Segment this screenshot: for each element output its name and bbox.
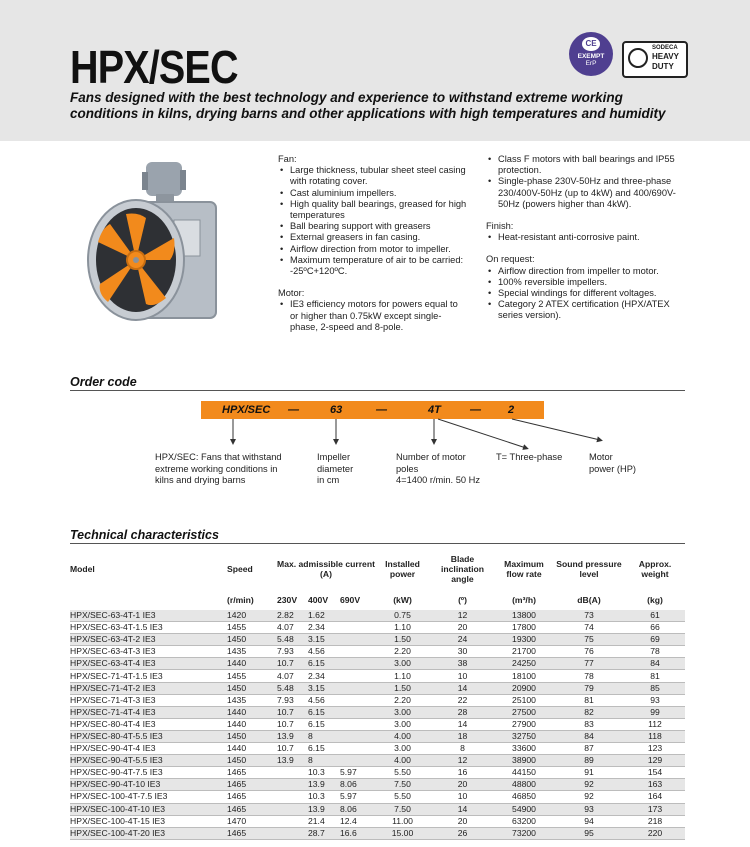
tech-heading: Technical characteristics <box>70 528 219 542</box>
cell-400v: 6.15 <box>308 658 340 670</box>
cell-400v: 10.3 <box>308 767 340 779</box>
cell-speed: 1465 <box>227 767 277 779</box>
cell-power: 2.20 <box>375 646 430 658</box>
cell-speed: 1420 <box>227 610 277 622</box>
list-item: • Airflow direction from impeller to motor. <box>486 266 686 277</box>
cell-230v: 7.93 <box>277 646 308 658</box>
cell-sound: 74 <box>553 622 625 634</box>
unit-power: (kW) <box>393 595 412 605</box>
cell-power: 0.75 <box>375 610 430 622</box>
badge-hd-line2: DUTY <box>652 62 674 71</box>
cell-speed: 1465 <box>227 827 277 839</box>
cell-flow: 27900 <box>495 718 553 730</box>
tech-table <box>70 548 685 840</box>
table-row <box>70 682 685 694</box>
list-item: • Category 2 ATEX certification (HPX/ATEX series version). <box>486 299 686 321</box>
unit-speed: (r/min) <box>227 595 254 605</box>
cell-blade: 12 <box>430 610 495 622</box>
cell-weight: 93 <box>625 694 685 706</box>
desc-line: kilns and drying barns <box>155 475 246 485</box>
cell-flow: 13800 <box>495 610 553 622</box>
list-item: • Large thickness, tubular sheet steel casing with rotating cover. <box>278 165 478 187</box>
cell-400v: 2.34 <box>308 622 340 634</box>
cell-sound: 73 <box>553 610 625 622</box>
list-item: • Special windings for different voltages. <box>486 288 686 299</box>
cell-230v: 10.7 <box>277 718 308 730</box>
cell-sound: 94 <box>553 815 625 827</box>
cell-power: 11.00 <box>375 815 430 827</box>
order-desc-series <box>155 452 282 487</box>
cell-speed: 1465 <box>227 791 277 803</box>
cell-speed: 1465 <box>227 779 277 791</box>
cell-speed: 1465 <box>227 803 277 815</box>
tech-table-body <box>70 610 685 839</box>
cell-400v: 4.56 <box>308 646 340 658</box>
cell-flow: 21700 <box>495 646 553 658</box>
list-item: • Maximum temperature of air to be carried: -25ºC+120ºC. <box>278 255 478 277</box>
cell-model: HPX/SEC-100-4T-15 IE3 <box>70 815 227 827</box>
cell-flow: 73200 <box>495 827 553 839</box>
cell-model: HPX/SEC-100-4T-20 IE3 <box>70 827 227 839</box>
cell-blade: 38 <box>430 658 495 670</box>
cell-speed: 1450 <box>227 634 277 646</box>
badge-brand: SODECA <box>652 45 678 51</box>
cell-690v: 12.4 <box>340 815 375 827</box>
cell-speed: 1440 <box>227 743 277 755</box>
cell-flow: 48800 <box>495 779 553 791</box>
cell-flow: 20900 <box>495 682 553 694</box>
cell-690v: 8.06 <box>340 803 375 815</box>
cell-weight: 61 <box>625 610 685 622</box>
desc-line: Motor <box>589 452 613 462</box>
cell-400v: 6.15 <box>308 706 340 718</box>
cell-flow: 46850 <box>495 791 553 803</box>
table-row <box>70 827 685 839</box>
table-row <box>70 646 685 658</box>
table-row <box>70 755 685 767</box>
page-title: HPX/SEC <box>70 41 238 93</box>
cell-power: 4.00 <box>375 730 430 742</box>
header-model: Model <box>70 564 95 574</box>
cell-230v <box>277 827 308 839</box>
cell-690v <box>340 755 375 767</box>
cell-speed: 1455 <box>227 622 277 634</box>
cell-blade: 16 <box>430 767 495 779</box>
cell-model: HPX/SEC-100-4T-7.5 IE3 <box>70 791 227 803</box>
cell-power: 5.50 <box>375 791 430 803</box>
cell-230v: 13.9 <box>277 755 308 767</box>
cell-weight: 218 <box>625 815 685 827</box>
cell-690v <box>340 670 375 682</box>
cell-sound: 77 <box>553 658 625 670</box>
cell-weight: 154 <box>625 767 685 779</box>
cell-blade: 14 <box>430 803 495 815</box>
cell-power: 3.00 <box>375 718 430 730</box>
cell-230v <box>277 779 308 791</box>
cell-690v <box>340 706 375 718</box>
cell-sound: 82 <box>553 706 625 718</box>
cell-400v: 4.56 <box>308 694 340 706</box>
order-seg-dash-3: — <box>470 404 481 416</box>
unit-sound: dB(A) <box>577 595 601 605</box>
cell-speed: 1450 <box>227 730 277 742</box>
table-row <box>70 730 685 742</box>
cell-690v <box>340 718 375 730</box>
list-item: • IE3 efficiency motors for powers equal to or higher than 0.75kW except single-phase, 2-speed and 8-pole. <box>278 299 460 333</box>
cell-690v <box>340 622 375 634</box>
list-item: • 100% reversible impellers. <box>486 277 686 288</box>
table-row <box>70 743 685 755</box>
cell-blade: 22 <box>430 694 495 706</box>
tech-rule <box>70 543 685 544</box>
cell-weight: 84 <box>625 658 685 670</box>
cell-model: HPX/SEC-80-4T-5.5 IE3 <box>70 730 227 742</box>
cell-blade: 20 <box>430 815 495 827</box>
unit-weight: (kg) <box>647 595 663 605</box>
desc-line: Number of motor <box>396 452 466 462</box>
table-row <box>70 610 685 622</box>
cell-400v: 21.4 <box>308 815 340 827</box>
order-desc-poles <box>396 452 480 487</box>
cell-model: HPX/SEC-90-4T-7.5 IE3 <box>70 767 227 779</box>
table-row <box>70 634 685 646</box>
badge-ce-line2: ErP <box>585 60 597 67</box>
order-seg-dash-1: — <box>288 404 299 416</box>
cell-model: HPX/SEC-71-4T-3 IE3 <box>70 694 227 706</box>
cell-flow: 32750 <box>495 730 553 742</box>
cell-690v <box>340 682 375 694</box>
cell-blade: 18 <box>430 730 495 742</box>
cell-sound: 93 <box>553 803 625 815</box>
order-desc-phase: T= Three-phase <box>496 452 563 462</box>
header-blade: Blade inclination angle <box>441 554 484 584</box>
cell-690v <box>340 610 375 622</box>
cell-power: 1.10 <box>375 670 430 682</box>
table-row <box>70 815 685 827</box>
cell-blade: 10 <box>430 670 495 682</box>
cell-sound: 76 <box>553 646 625 658</box>
cell-230v: 5.48 <box>277 682 308 694</box>
cell-weight: 164 <box>625 791 685 803</box>
cell-400v: 2.34 <box>308 670 340 682</box>
cell-690v <box>340 730 375 742</box>
cell-power: 2.20 <box>375 694 430 706</box>
cell-power: 1.50 <box>375 682 430 694</box>
cell-sound: 87 <box>553 743 625 755</box>
cell-flow: 25100 <box>495 694 553 706</box>
desc-line: extreme working conditions in <box>155 463 278 474</box>
order-seg-diameter: 63 <box>330 404 343 416</box>
cell-model: HPX/SEC-90-4T-4 IE3 <box>70 743 227 755</box>
cell-690v <box>340 694 375 706</box>
page-subtitle: Fans designed with the best technology and experience to withstand extreme working conditions in kilns, drying barns and other applications with high temperatures and humidity <box>70 90 666 121</box>
desc-line: in cm <box>317 475 340 485</box>
list-item: • Cast aluminium impellers. <box>278 188 478 199</box>
cell-weight: 129 <box>625 755 685 767</box>
cell-power: 3.00 <box>375 706 430 718</box>
cell-flow: 18100 <box>495 670 553 682</box>
cell-230v <box>277 791 308 803</box>
cell-weight: 118 <box>625 730 685 742</box>
cell-230v: 2.82 <box>277 610 308 622</box>
header-power: Installed power <box>385 559 420 579</box>
cell-power: 4.00 <box>375 755 430 767</box>
table-row <box>70 694 685 706</box>
desc-line: HPX/SEC: Fans that withstand <box>155 452 282 462</box>
cell-blade: 28 <box>430 706 495 718</box>
cell-speed: 1440 <box>227 658 277 670</box>
cell-blade: 14 <box>430 682 495 694</box>
cell-model: HPX/SEC-90-4T-5.5 IE3 <box>70 755 227 767</box>
table-row <box>70 670 685 682</box>
desc-line: poles <box>396 463 419 474</box>
cell-sound: 84 <box>553 730 625 742</box>
list-item: • Ball bearing support with greasers <box>278 221 478 232</box>
cell-model: HPX/SEC-71-4T-4 IE3 <box>70 706 227 718</box>
cell-flow: 54900 <box>495 803 553 815</box>
cell-speed: 1450 <box>227 682 277 694</box>
unit-blade: (º) <box>458 595 467 605</box>
table-row <box>70 718 685 730</box>
cell-230v: 10.7 <box>277 743 308 755</box>
cell-sound: 83 <box>553 718 625 730</box>
cell-model: HPX/SEC-71-4T-1.5 IE3 <box>70 670 227 682</box>
order-seg-power: 2 <box>508 404 515 416</box>
order-code-heading: Order code <box>70 375 137 389</box>
cell-690v <box>340 634 375 646</box>
cell-sound: 89 <box>553 755 625 767</box>
desc-line: 4=1400 r/min. 50 Hz <box>396 475 480 485</box>
cell-sound: 91 <box>553 767 625 779</box>
header-current: Max. admissible current (A) <box>277 559 375 579</box>
cell-speed: 1470 <box>227 815 277 827</box>
cell-690v: 16.6 <box>340 827 375 839</box>
request-heading: On request: <box>486 254 535 265</box>
cell-weight: 220 <box>625 827 685 839</box>
desc-line: diameter <box>317 463 354 474</box>
cell-blade: 10 <box>430 791 495 803</box>
cell-flow: 38900 <box>495 755 553 767</box>
cell-sound: 79 <box>553 682 625 694</box>
cell-sound: 92 <box>553 791 625 803</box>
table-row <box>70 779 685 791</box>
cell-230v: 10.7 <box>277 658 308 670</box>
cell-230v: 7.93 <box>277 694 308 706</box>
table-row <box>70 767 685 779</box>
cell-speed: 1455 <box>227 670 277 682</box>
cell-model: HPX/SEC-63-4T-3 IE3 <box>70 646 227 658</box>
cell-sound: 78 <box>553 670 625 682</box>
fan-heading: Fan: <box>278 154 297 164</box>
cell-flow: 33600 <box>495 743 553 755</box>
cell-weight: 99 <box>625 706 685 718</box>
cell-230v <box>277 803 308 815</box>
cell-230v <box>277 767 308 779</box>
header-speed: Speed <box>227 564 253 574</box>
cell-400v: 6.15 <box>308 743 340 755</box>
list-item: • Heat-resistant anti-corrosive paint. <box>486 232 686 243</box>
cell-690v <box>340 743 375 755</box>
desc-line: Impeller <box>317 452 351 462</box>
cell-power: 7.50 <box>375 779 430 791</box>
unit-690v: 690V <box>340 595 361 605</box>
arrow-motor-power <box>512 419 600 440</box>
cell-400v: 13.9 <box>308 803 340 815</box>
cell-sound: 92 <box>553 779 625 791</box>
cell-model: HPX/SEC-63-4T-1.5 IE3 <box>70 622 227 634</box>
cell-model: HPX/SEC-80-4T-4 IE3 <box>70 718 227 730</box>
cell-speed: 1440 <box>227 718 277 730</box>
cell-400v: 8 <box>308 755 340 767</box>
cell-power: 3.00 <box>375 743 430 755</box>
cell-230v: 5.48 <box>277 634 308 646</box>
cell-speed: 1440 <box>227 706 277 718</box>
list-item: • Class F motors with ball bearings and IP55 protection. <box>486 154 686 176</box>
cell-690v: 5.97 <box>340 767 375 779</box>
table-row <box>70 706 685 718</box>
header-weight: Approx. weight <box>638 559 672 579</box>
cell-blade: 14 <box>430 718 495 730</box>
cell-230v: 10.7 <box>277 706 308 718</box>
cell-weight: 173 <box>625 803 685 815</box>
order-seg-poles: 4T <box>428 404 441 416</box>
cell-400v: 28.7 <box>308 827 340 839</box>
cell-400v: 10.3 <box>308 791 340 803</box>
cell-weight: 69 <box>625 634 685 646</box>
order-desc-motor <box>589 452 636 475</box>
cell-230v <box>277 815 308 827</box>
cell-blade: 20 <box>430 622 495 634</box>
cell-230v: 4.07 <box>277 670 308 682</box>
unit-230v: 230V <box>277 595 298 605</box>
cell-model: HPX/SEC-90-4T-10 IE3 <box>70 779 227 791</box>
cell-flow: 17800 <box>495 622 553 634</box>
cell-blade: 26 <box>430 827 495 839</box>
cell-weight: 163 <box>625 779 685 791</box>
ce-mark: CE <box>582 37 600 51</box>
list-item: • High quality ball bearings, greased for high temperatures <box>278 199 478 221</box>
cell-weight: 112 <box>625 718 685 730</box>
cell-power: 7.50 <box>375 803 430 815</box>
cell-flow: 19300 <box>495 634 553 646</box>
cell-blade: 20 <box>430 779 495 791</box>
list-item: • External greasers in fan casing. <box>278 232 478 243</box>
badge-hd-line1: HEAVY <box>652 52 679 61</box>
cell-speed: 1435 <box>227 646 277 658</box>
cell-model: HPX/SEC-63-4T-4 IE3 <box>70 658 227 670</box>
table-row <box>70 791 685 803</box>
cell-flow: 27500 <box>495 706 553 718</box>
cell-400v: 8 <box>308 730 340 742</box>
table-row <box>70 658 685 670</box>
header-sound: Sound pressure level <box>556 559 622 579</box>
cell-model: HPX/SEC-71-4T-2 IE3 <box>70 682 227 694</box>
cell-400v: 6.15 <box>308 718 340 730</box>
motor-heading: Motor: <box>278 288 305 299</box>
list-item: • Single-phase 230V-50Hz and three-phase 230/400V-50Hz (up to 4kW) and 400/690V-50Hz (powers higher than 4kW). <box>486 176 686 210</box>
cell-sound: 81 <box>553 694 625 706</box>
cell-speed: 1450 <box>227 755 277 767</box>
header-flow: Maximum flow rate <box>504 559 544 579</box>
order-desc-diameter <box>317 452 353 487</box>
cell-flow: 24250 <box>495 658 553 670</box>
cell-model: HPX/SEC-100-4T-10 IE3 <box>70 803 227 815</box>
cell-power: 3.00 <box>375 658 430 670</box>
cell-power: 5.50 <box>375 767 430 779</box>
table-row <box>70 622 685 634</box>
cell-power: 1.10 <box>375 622 430 634</box>
cell-690v <box>340 658 375 670</box>
cell-power: 15.00 <box>375 827 430 839</box>
cell-230v: 4.07 <box>277 622 308 634</box>
cell-weight: 66 <box>625 622 685 634</box>
cell-sound: 75 <box>553 634 625 646</box>
cell-model: HPX/SEC-63-4T-2 IE3 <box>70 634 227 646</box>
table-row <box>70 803 685 815</box>
cell-blade: 24 <box>430 634 495 646</box>
cell-weight: 85 <box>625 682 685 694</box>
cell-flow: 63200 <box>495 815 553 827</box>
cell-weight: 81 <box>625 670 685 682</box>
cell-400v: 3.15 <box>308 634 340 646</box>
cell-power: 1.50 <box>375 634 430 646</box>
cell-230v: 13.9 <box>277 730 308 742</box>
order-seg-series: HPX/SEC <box>222 404 271 416</box>
cell-690v <box>340 646 375 658</box>
cell-speed: 1435 <box>227 694 277 706</box>
cell-flow: 44150 <box>495 767 553 779</box>
cell-400v: 13.9 <box>308 779 340 791</box>
unit-flow: (m³/h) <box>512 595 536 605</box>
cell-400v: 3.15 <box>308 682 340 694</box>
unit-400v: 400V <box>308 595 329 605</box>
desc-line: power (HP) <box>589 463 637 474</box>
cell-weight: 123 <box>625 743 685 755</box>
cell-blade: 30 <box>430 646 495 658</box>
cell-blade: 12 <box>430 755 495 767</box>
order-seg-dash-2: — <box>376 404 387 416</box>
cell-blade: 8 <box>430 743 495 755</box>
cell-690v: 5.97 <box>340 791 375 803</box>
cell-400v: 1.62 <box>308 610 340 622</box>
cell-weight: 78 <box>625 646 685 658</box>
cell-model: HPX/SEC-63-4T-1 IE3 <box>70 610 227 622</box>
arrow-phase <box>438 419 526 448</box>
badge-ce-line1: EXEMPT <box>577 53 605 60</box>
cell-sound: 95 <box>553 827 625 839</box>
finish-heading: Finish: <box>486 221 514 232</box>
cell-690v: 8.06 <box>340 779 375 791</box>
list-item: • Airflow direction from motor to impeller. <box>278 244 478 255</box>
